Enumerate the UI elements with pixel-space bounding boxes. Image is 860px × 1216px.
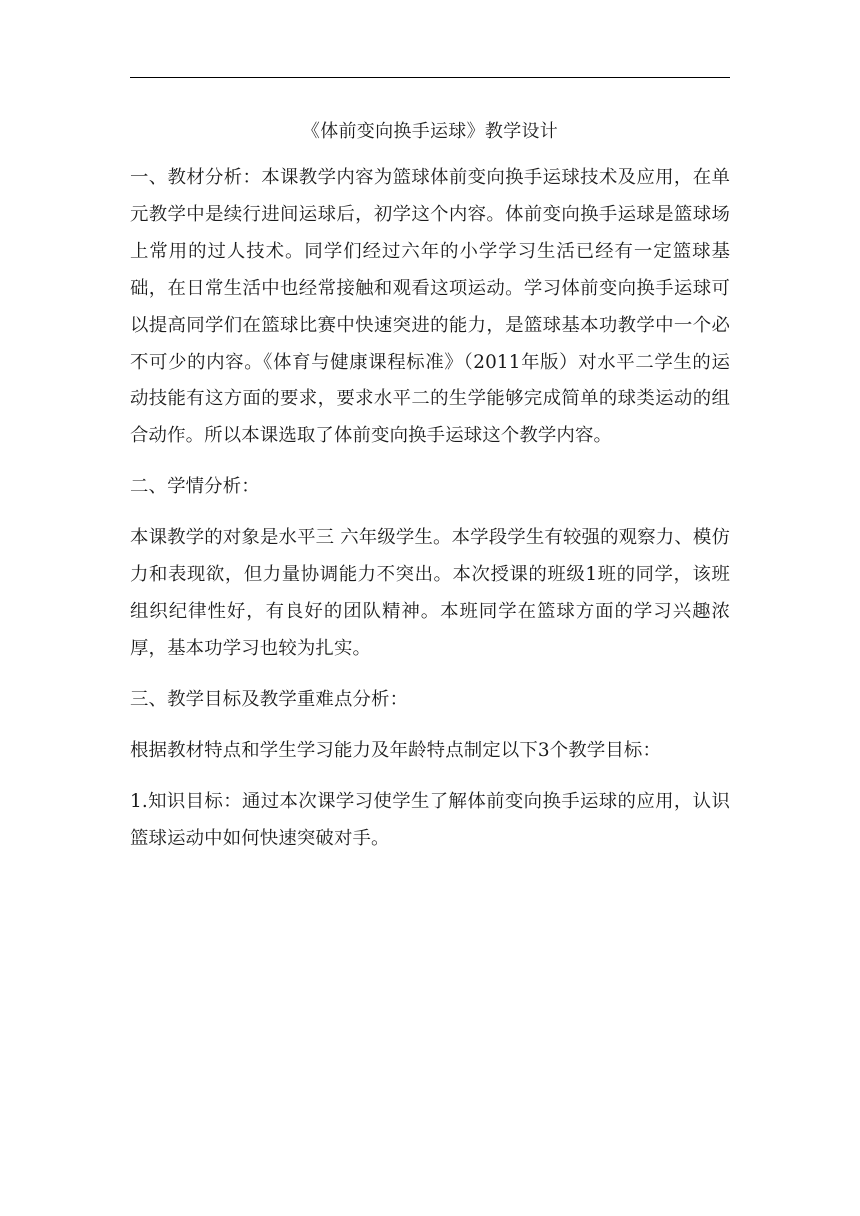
header-rule bbox=[130, 77, 730, 78]
document-body bbox=[130, 112, 730, 871]
section-2-heading: 二、学情分析： bbox=[130, 476, 260, 498]
document-title: 《体前变向换手运球》教学设计 bbox=[301, 121, 559, 142]
section-3-item-1: 1.知识目标：通过本次课学习使学生了解体前变向换手运球的应用，认识篮球运动中如何快速突破对手。 bbox=[130, 790, 730, 849]
section-3-intro: 根据教材特点和学生学习能力及年龄特点制定以下3个教学目标： bbox=[130, 739, 661, 761]
section-1-paragraph: 一、教材分析：本课教学内容为篮球体前变向换手运球技术及应用，在单元教学中是续行进间运球后，初学这个内容。体前变向换手运球是篮球场上常用的过人技术。同学们经过六年的小学学习生活已经有一定篮球基础，在日常生活中也经常接触和观看这项运动。学习体前变向换手运球可以提高同学们在篮球比赛中快速突进的能力，是篮球基本功教学中一个必不可少的内容。《体育与健康课程标准》（2011年版）对水平二学生的运动技能有这方面的要求，要求水平二的生学能够完成简单的球类运动的组合动作。所以本课选取了体前变向换手运球这个教学内容。 bbox=[130, 167, 730, 447]
section-2-paragraph: 本课教学的对象是水平三 六年级学生。本学段学生有较强的观察力、模仿力和表现欲，但力量协调能力不突出。本次授课的班级1班的同学，该班组织纪律性好，有良好的团队精神。本班同学在篮球方面的学习兴趣浓厚，基本功学习也较为扎实。 bbox=[130, 527, 730, 659]
section-3-heading: 三、教学目标及教学重难点分析： bbox=[130, 688, 409, 710]
